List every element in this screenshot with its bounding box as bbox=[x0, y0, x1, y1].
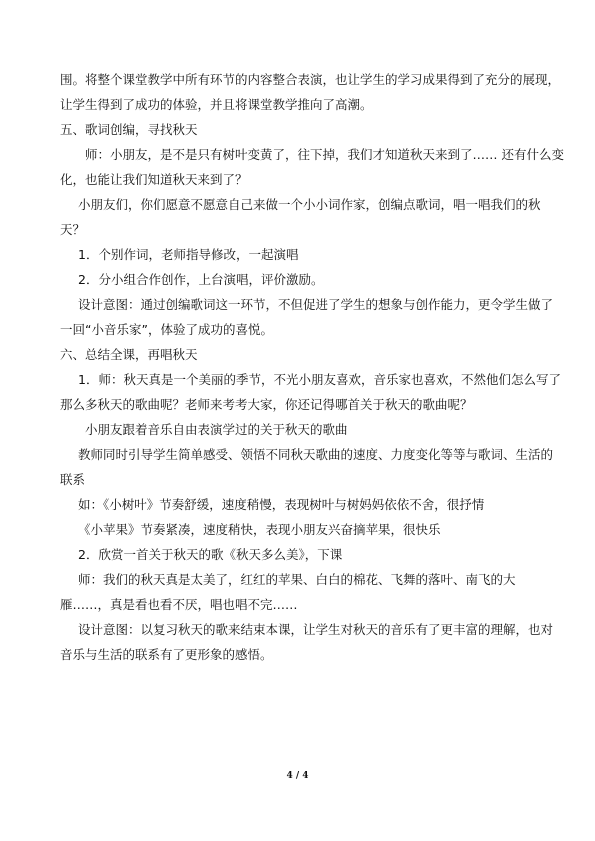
paragraph-line: 师：我们的秋天真是太美了，红红的苹果、白白的棉花、飞舞的落叶、南飞的大 bbox=[78, 572, 516, 587]
list-item: 2．分小组合作创作，上台演唱，评价激励。 bbox=[78, 272, 324, 287]
paragraph-line: 音乐与生活的联系有了更形象的感悟。 bbox=[60, 647, 273, 662]
paragraph-line: 那么多秋天的歌曲呢？老师来考考大家，你还记得哪首关于秋天的歌曲呢？ bbox=[60, 397, 473, 412]
list-item: 1．师：秋天真是一个美丽的季节，不光小朋友喜欢，音乐家也喜欢，不然他们怎么写了 bbox=[78, 372, 561, 387]
paragraph-line: 小朋友跟着音乐自由表演学过的关于秋天的歌曲 bbox=[85, 422, 348, 437]
list-item: 1．个别作词，老师指导修改，一起演唱 bbox=[78, 247, 299, 262]
paragraph-line: 天？ bbox=[60, 222, 86, 237]
paragraph-line: 联系 bbox=[60, 472, 86, 487]
paragraph-line: 《小苹果》节奏紧凑，速度稍快，表现小朋友兴奋摘苹果，很快乐 bbox=[78, 522, 441, 537]
section-heading: 五、歌词创编，寻找秋天 bbox=[60, 122, 198, 137]
paragraph-line: 让学生得到了成功的体验，并且将课堂教学推向了高潮。 bbox=[60, 97, 373, 112]
paragraph-line: 围。将整个课堂教学中所有环节的内容整合表演，也让学生的学习成果得到了充分的展现， bbox=[60, 72, 561, 87]
list-item: 2．欣赏一首关于秋天的歌《秋天多么美》，下课 bbox=[78, 547, 343, 562]
section-heading: 六、总结全课，再唱秋天 bbox=[60, 347, 198, 362]
page-number: 4 / 4 bbox=[286, 771, 309, 781]
paragraph-line: 教师同时引导学生简单感受、领悟不同秋天歌曲的速度、力度变化等等与歌词、生活的 bbox=[78, 447, 554, 462]
paragraph-line: 雁……，真是看也看不厌，唱也唱不完…… bbox=[60, 597, 298, 612]
paragraph-line: 如：《小树叶》节奏舒缓，速度稍慢，表现树叶与树妈妈依依不舍，很抒情 bbox=[78, 497, 485, 512]
paragraph-line: 设计意图：以复习秋天的歌来结束本课，让学生对秋天的音乐有了更丰富的理解，也对 bbox=[78, 622, 554, 637]
paragraph-line: 师：小朋友，是不是只有树叶变黄了，往下掉，我们才知道秋天来到了…… 还有什么变 bbox=[85, 147, 564, 162]
paragraph-line: 小朋友们，你们愿意不愿意自己来做一个小小词作家，创编点歌词，唱一唱我们的秋 bbox=[78, 197, 541, 212]
paragraph-line: 化，也能让我们知道秋天来到了？ bbox=[60, 172, 248, 187]
paragraph-line: 设计意图：通过创编歌词这一环节，不但促进了学生的想象与创作能力，更令学生做了 bbox=[78, 297, 554, 312]
paragraph-line: 一回“小音乐家”，体验了成功的喜悦。 bbox=[60, 322, 273, 337]
